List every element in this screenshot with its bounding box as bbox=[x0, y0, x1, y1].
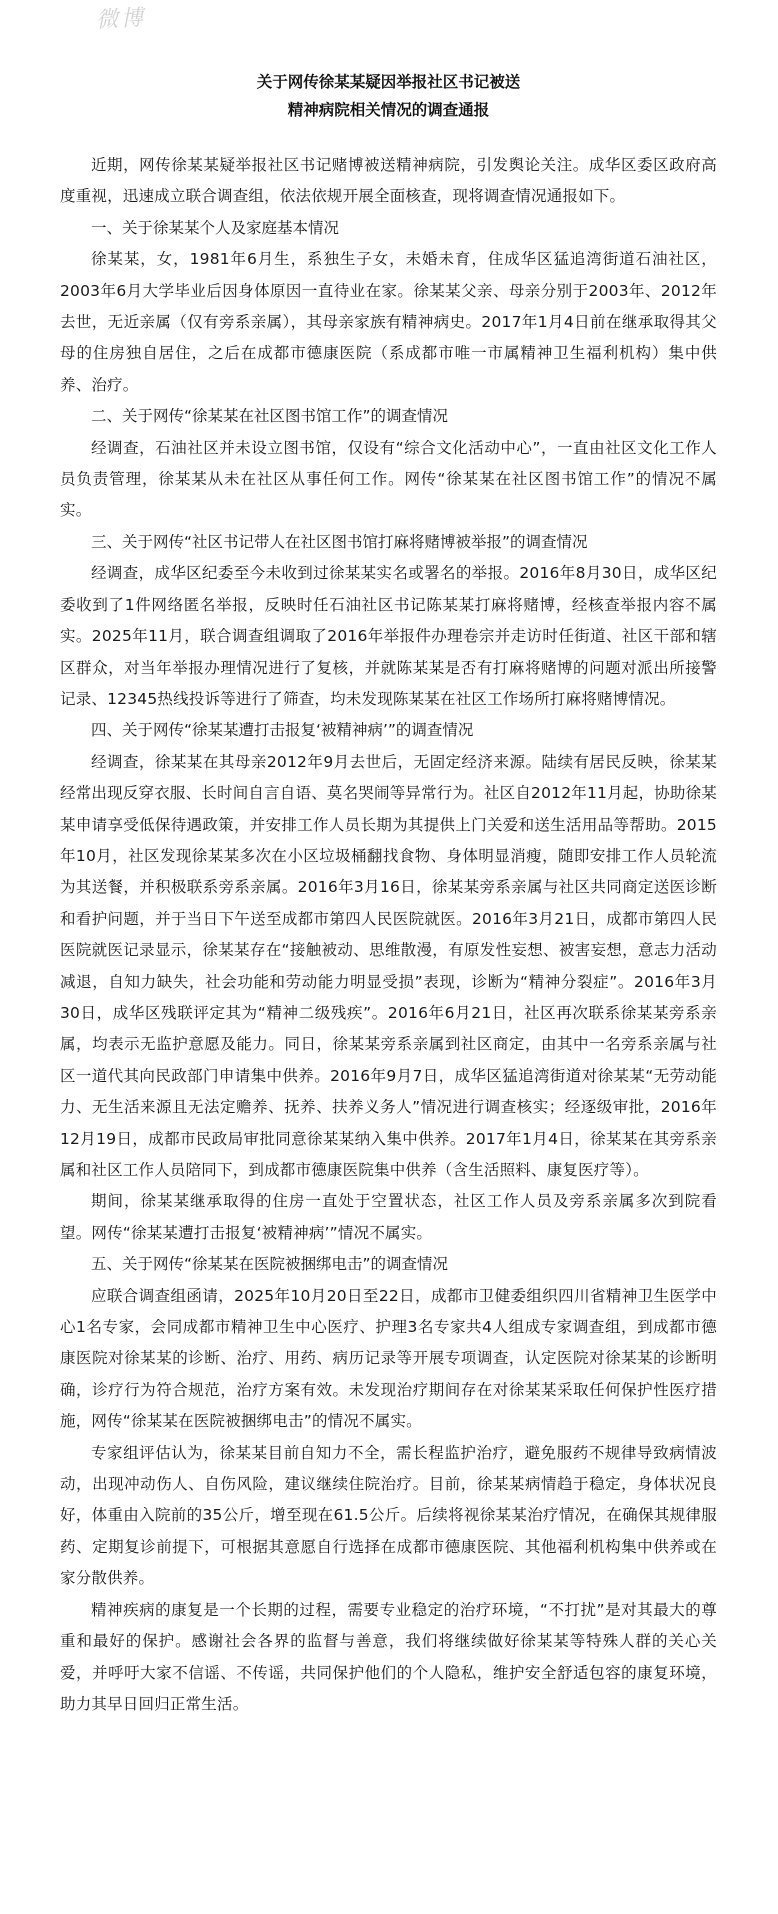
intro-paragraph: 近期，网传徐某某疑举报社区书记赌博被送精神病院，引发舆论关注。成华区委区政府高度重视，迅速成立联合调查组，依法依规开展全面核查，现将调查情况通报如下。 bbox=[60, 156, 717, 206]
watermark: 微博 bbox=[95, 5, 147, 34]
section-4-paragraph-1: 经调查，徐某某在其母亲2012年9月去世后，无固定经济来源。陆续有居民反映，徐某某经常出现反穿衣服、长时间自言自语、莫名哭闹等异常行为。社区自2012年11月起，协助徐某某申请享受低保待遇政策，并安排工作人员长期为其提供上门关爱和送生活用品等帮助。2015年10月，社区发现徐某某多次在小区垃圾桶翻找食物、身体明显消瘦，随即安排工作人员轮流为其送餐，并积极联系旁系亲属。2016年3月16日，徐某某旁系亲属与社区共同商定送医诊断和看护问题，并于当日下午送至成都市第四人民医院就医。2016年3月21日，成都市第四人民医院就医记录显示，徐某某存在“接触被动、思维散漫，有原发性妄想、被害妄想，意志力活动减退，自知力缺失，社会功能和劳动能力明显受损”表现，诊断为“精神分裂症”。2016年3月30日，成华区残联评定其为“精神二级残疾”。2016年6月21日，社区再次联系徐某某旁系亲属，均表示无监护意愿及能力。同日，徐某某旁系亲属到社区商定，由其中一名旁系亲属与社区一道代其向民政部门申请集中供养。2016年9月7日，成华区猛追湾街道对徐某某“无劳动能力、无生活来源且无法定赡养、抚养、扶养义务人”情况进行调查核实；经逐级审批，2016年12月19日，成都市民政局审批同意徐某某纳入集中供养。2017年1月4日，徐某某在其旁系亲属和社区工作人员陪同下，到成都市德康医院集中供养（含生活照料、康复医疗等）。 bbox=[60, 752, 717, 1179]
section-3-heading: 三、关于网传“社区书记带人在社区图书馆打麻将赌博被举报”的调查情况 bbox=[91, 532, 588, 551]
closing-paragraph: 精神疾病的康复是一个长期的过程，需要专业稳定的治疗环境，“不打扰”是对其最大的尊重和最好的保护。感谢社会各界的监督与善意，我们将继续做好徐某某等特殊人群的关心关爱，并呼吁大家不信谣、不传谣，共同保护他们的个人隐私，维护安全舒适包容的康复环境，助力其早日回归正常生活。 bbox=[60, 1600, 717, 1713]
title-line-1: 关于网传徐某某疑因举报社区书记被送 bbox=[256, 73, 521, 91]
section-1-heading: 一、关于徐某某个人及家庭基本情况 bbox=[91, 218, 340, 237]
section-4-paragraph-2: 期间，徐某某继承取得的住房一直处于空置状态，社区工作人员及旁系亲属多次到院看望。网传“徐某某遭打击报复‘被精神病’”情况不属实。 bbox=[60, 1192, 717, 1242]
section-5-paragraph-1: 应联合调查组函请，2025年10月20日至22日，成都市卫健委组织四川省精神卫生医学中心1名专家，会同成都市精神卫生中心医疗、护理3名专家共4人组成专家调查组，到成都市德康医院对徐某某的诊断、治疗、用药、病历记录等开展专项调查，认定医院对徐某某的诊断明确，诊疗行为符合规范，治疗方案有效。未发现治疗期间存在对徐某某采取任何保护性医疗措施，网传“徐某某在医院被捆绑电击”的情况不属实。 bbox=[60, 1286, 717, 1431]
section-1-paragraph: 徐某某，女，1981年6月生，系独生子女，未婚未育，住成华区猛追湾街道石油社区，2003年6月大学毕业后因身体原因一直待业在家。徐某某父亲、母亲分别于2003年、2012年去世，无近亲属（仅有旁系亲属），其母亲家族有精神病史。2017年1月4日前在继承取得其父母的住房独自居住，之后在成都市德康医院（系成都市唯一市属精神卫生福利机构）集中供养、治疗。 bbox=[60, 250, 717, 394]
section-5-paragraph-2: 专家组评估认为，徐某某目前自知力不全，需长程监护治疗，避免服药不规律导致病情波动，出现冲动伤人、自伤风险，建议继续住院治疗。目前，徐某某病情趋于稳定，身体状况良好，体重由入院前的35公斤，增至现在61.5公斤。后续将视徐某某治疗情况，在确保其规律服药、定期复诊前提下，可根据其意愿自行选择在成都市德康医院、其他福利机构集中供养或在家分散供养。 bbox=[60, 1443, 717, 1588]
section-3-paragraph: 经调查，成华区纪委至今未收到过徐某某实名或署名的举报。2016年8月30日，成华区纪委收到了1件网络匿名举报，反映时任石油社区书记陈某某打麻将赌博，经核查举报内容不属实。2025年11月，联合调查组调取了2016年举报件办理卷宗并走访时任街道、社区干部和辖区群众，对当年举报办理情况进行了复核，并就陈某某是否有打麻将赌博的问题对派出所接警记录、12345热线投诉等进行了筛查，均未发现陈某某在社区工作场所打麻将赌博情况。 bbox=[60, 564, 717, 708]
section-2-heading: 二、关于网传“徐某某在社区图书馆工作”的调查情况 bbox=[91, 407, 449, 426]
title-line-2: 精神病院相关情况的调查通报 bbox=[287, 101, 490, 119]
section-5-heading: 五、关于网传“徐某某在医院被捆绑电击”的调查情况 bbox=[91, 1255, 449, 1274]
section-2-paragraph: 经调查，石油社区并未设立图书馆，仅设有“综合文化活动中心”，一直由社区文化工作人员负责管理，徐某某从未在社区从事任何工作。网传“徐某某在社区图书馆工作”的情况不属实。 bbox=[60, 438, 717, 520]
document-body bbox=[60, 68, 717, 1720]
section-4-heading: 四、关于网传“徐某某遭打击报复‘被精神病’”的调查情况 bbox=[91, 721, 474, 740]
